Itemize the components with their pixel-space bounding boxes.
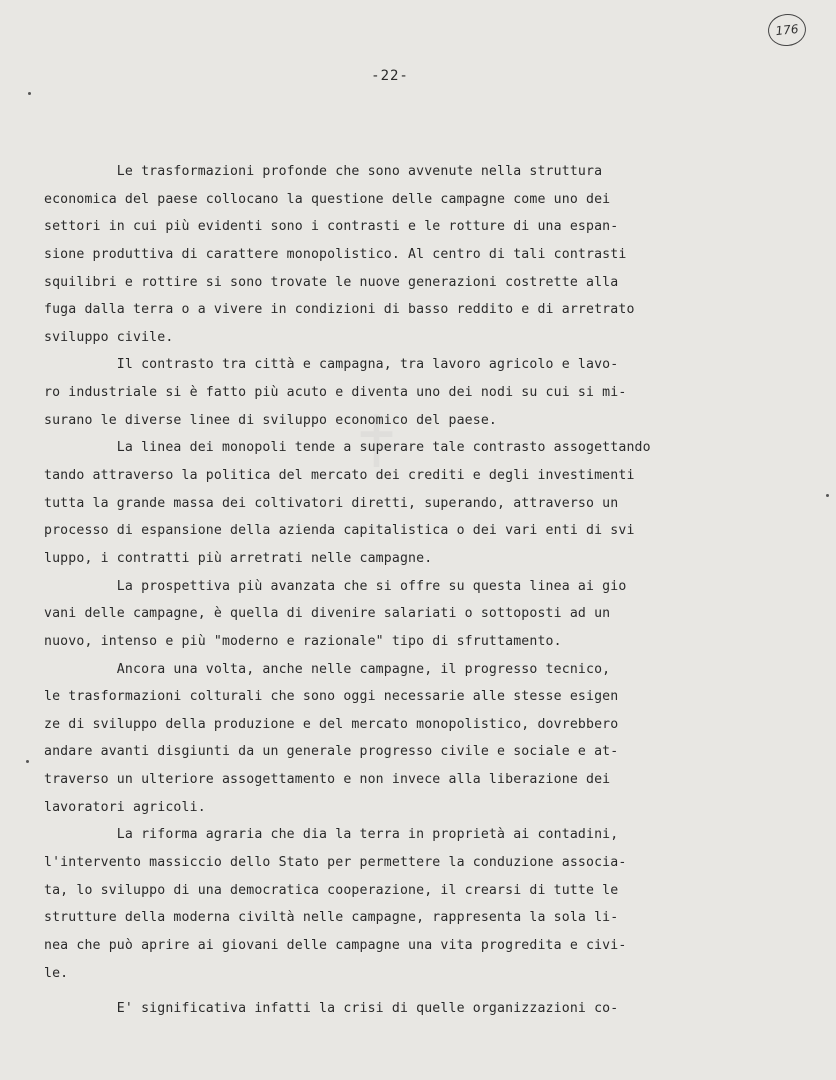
archive-stamp-number: 176: [774, 21, 800, 39]
text-line: le.: [44, 965, 69, 981]
text-line: fuga dalla terra o a vivere in condizioni di basso reddito e di arretrato: [44, 302, 635, 318]
text-line: le trasformazioni colturali che sono oggi necessarie alle stesse esigen: [44, 689, 619, 705]
text-line: economica del paese collocano la questione delle campagne come uno dei: [44, 191, 611, 207]
text-line: surano le diverse linee di sviluppo economico del paese.: [44, 412, 498, 428]
text-line: nuovo, intenso e più "moderno e razionale" tipo di sfruttamento.: [44, 633, 562, 649]
text-line: ro industriale si è fatto più acuto e diventa uno dei nodi su cui si mi-: [44, 385, 627, 401]
text-line: La linea dei monopoli tende a superare tale contrasto assogettando: [44, 440, 651, 456]
text-line: Le trasformazioni profonde che sono avvenute nella struttura: [44, 164, 603, 179]
margin-mark: [28, 92, 31, 95]
margin-mark: [826, 494, 829, 497]
typewritten-body: [44, 158, 780, 1023]
text-line: Il contrasto tra città e campagna, tra lavoro agricolo e lavo-: [44, 357, 619, 373]
text-line: La prospettiva più avanzata che si offre su questa linea ai gio: [44, 578, 627, 594]
text-line: processo di espansione della azienda capitalistica o dei vari enti di svi: [44, 523, 635, 539]
text-line: lavoratori agricoli.: [44, 799, 206, 815]
text-line: vani delle campagne, è quella di divenire salariati o sottoposti ad un: [44, 606, 611, 622]
text-line: andare avanti disgiunti da un generale progresso civile e sociale e at-: [44, 744, 619, 760]
text-line: ze di sviluppo della produzione e del mercato monopolistico, dovrebbero: [44, 716, 619, 732]
text-line: strutture della moderna civiltà nelle campagne, rappresenta la sola li-: [44, 910, 619, 926]
text-line: tando attraverso la politica del mercato dei crediti e degli investimenti: [44, 468, 635, 484]
text-line: ta, lo sviluppo di una democratica cooperazione, il crearsi di tutte le: [44, 882, 619, 898]
text-line: settori in cui più evidenti sono i contrasti e le rotture di una espan-: [44, 219, 619, 235]
text-line: Ancora una volta, anche nelle campagne, il progresso tecnico,: [44, 661, 611, 677]
text-line: tutta la grande massa dei coltivatori diretti, superando, attraverso un: [44, 495, 619, 511]
text-line: nea che può aprire ai giovani delle campagne una vita progredita e civi-: [44, 937, 627, 953]
text-line: sviluppo civile.: [44, 329, 174, 345]
text-line: traverso un ulteriore assogettamento e non invece alla liberazione dei: [44, 772, 611, 788]
text-line: l'intervento massiccio dello Stato per permettere la conduzione associa-: [44, 855, 627, 871]
archive-stamp: [766, 12, 807, 48]
margin-mark: [26, 760, 29, 763]
text-line: sione produttiva di carattere monopolistico. Al centro di tali contrasti: [44, 246, 627, 262]
page-number: -22-: [371, 68, 409, 84]
text-line: E' significativa infatti la crisi di quelle organizzazioni co-: [44, 1001, 619, 1017]
text-line: La riforma agraria che dia la terra in proprietà ai contadini,: [44, 827, 619, 843]
text-line: squilibri e rottire si sono trovate le nuove generazioni costrette alla: [44, 274, 619, 290]
text-line: luppo, i contratti più arretrati nelle campagne.: [44, 550, 433, 566]
